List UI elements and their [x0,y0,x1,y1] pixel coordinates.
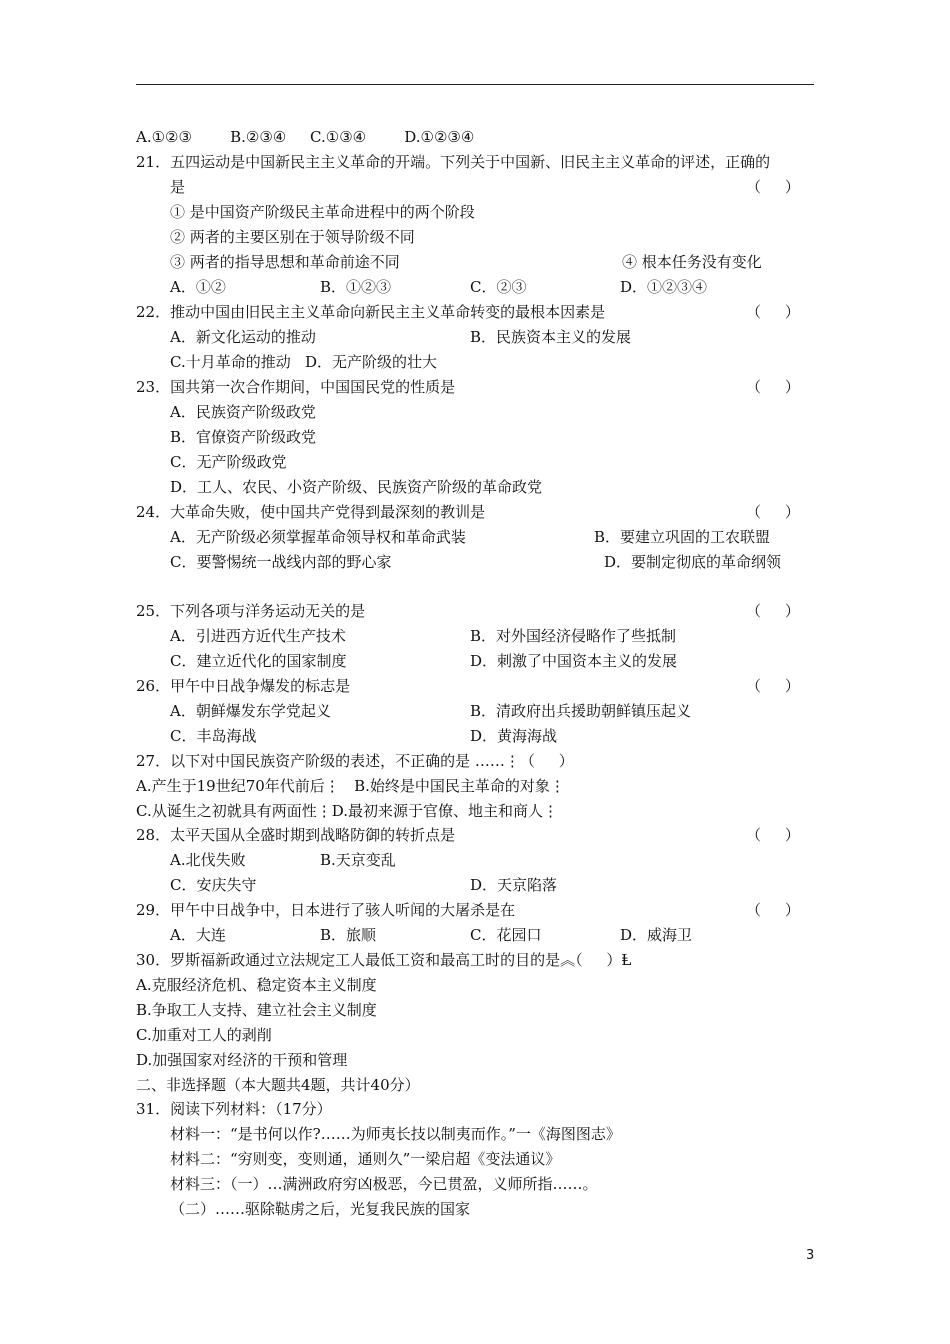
text-line: B．①②③ [320,278,392,296]
text-line: A．引进西方近代生产技术 [170,627,346,645]
text-line: 21．五四运动是中国新民主主义革命的开端。下列关于中国新、旧民主主义革命的评述，正确的 [136,153,771,171]
header-rule [136,84,814,85]
text-line: C．丰岛海战 [170,727,257,745]
text-line: D．刺激了中国资本主义的发展 [470,652,678,670]
answer-paren: （ ） [746,178,800,196]
text-line: C.加重对工人的剥削 [136,1026,272,1044]
text-line: ① 是中国资产阶级民主革命进程中的两个阶段 [170,203,475,221]
answer-paren: （ ） [746,503,800,521]
answer-paren: （ ） [746,826,800,844]
text-line: B．要建立巩固的工农联盟 [594,528,771,546]
text-line: 二、非选择题（本大题共4题，共计40分） [136,1076,420,1094]
text-line: 材料二：“穷则变，变则通，通则久”一梁启超《变法通议》 [170,1150,561,1168]
answer-paren: （ ） [746,602,800,620]
answer-paren: （ ） [746,677,800,695]
text-line: A.产生于19世纪70年代前后⋮ B.始终是中国民主革命的对象⋮ [136,777,565,795]
text-line: 27．以下对中国民族资产阶级的表述，不正确的是 ……⋮（ ） [136,752,574,770]
text-line: 23．国共第一次合作期间，中国国民党的性质是 [136,378,456,396]
text-line: 材料三：（一）…满洲政府穷凶极恶，今已贯盈，义师所指……。 [170,1175,598,1193]
text-line: A．新文化运动的推动 [170,328,316,346]
text-line: B．民族资本主义的发展 [470,328,632,346]
text-line: B．官僚资产阶级政党 [170,428,317,446]
text-line: A．无产阶级必须掌握革命领导权和革命武装 [170,528,466,546]
text-line: B．清政府出兵援助朝鲜镇压起义 [470,702,692,720]
text-line: D.加强国家对经济的干预和管理 [136,1051,348,1069]
text-line: C．要警惕统一战线内部的野心家 [170,553,392,571]
text-line: 材料一：“是书何以作?……为师夷长技以制夷而作。”一《海图图志》 [170,1125,621,1143]
text-line: B．对外国经济侵略作了些抵制 [470,627,677,645]
text-line: C．建立近代化的国家制度 [170,652,347,670]
text-line: ③ 两者的指导思想和革命前途不同 [170,253,400,271]
text-line: A．朝鲜爆发东学党起义 [170,702,331,720]
text-line: 30．罗斯福新政通过立法规定工人最低工资和最高工时的目的是︽（ ）Ⱡ [136,951,632,969]
text-line: B.争取工人支持、建立社会主义制度 [136,1001,377,1019]
text-line: 24．大革命失败，使中国共产党得到最深刻的教训是 [136,503,486,521]
text-line: C．花园口 [470,926,542,944]
text-line: A．①② [170,278,226,296]
text-line: 28．太平天国从全盛时期到战略防御的转折点是 [136,826,456,844]
text-line: A．民族资产阶级政党 [170,403,316,421]
answer-paren: （ ） [746,901,800,919]
text-line: C.十月革命的推动 D．无产阶级的壮大 [170,353,438,371]
text-line: D．工人、农民、小资产阶级、民族资产阶级的革命政党 [170,478,543,496]
text-line: D．黄海海战 [470,727,558,745]
text-line: （二）……驱除鞑虏之后，光复我民族的国家 [170,1200,471,1218]
text-line: A.北伐失败 [170,851,246,869]
text-line: 25．下列各项与洋务运动无关的是 [136,602,366,620]
text-line: A．大连 [170,926,226,944]
text-line: 31．阅读下列材料：（17分） [136,1100,332,1118]
text-line: C.从诞生之初就具有两面性⋮D.最初来源于官僚、地主和商人⋮ [136,802,558,820]
text-line: 26．甲午中日战争爆发的标志是 [136,677,351,695]
page-number: 3 [806,1248,815,1263]
text-line: D．天京陷落 [470,876,558,894]
text-line: ② 两者的主要区别在于领导阶级不同 [170,228,415,246]
text-line: A.克服经济危机、稳定资本主义制度 [136,976,377,994]
answer-paren: （ ） [746,303,800,321]
text-line: C．安庆失守 [170,876,257,894]
text-line: 29．甲午中日战争中，日本进行了骇人听闻的大屠杀是在 [136,901,516,919]
text-line: 22．推动中国由旧民主主义革命向新民主主义革命转变的最根本因素是 [136,303,606,321]
text-line: D．威海卫 [620,926,693,944]
text-line: 是 [170,178,186,196]
text-line: D．①②③④ [620,278,708,296]
text-line: D．要制定彻底的革命纲领 [604,553,782,571]
text-line: B．旅顺 [320,926,377,944]
text-line: A.①②③ B.②③④ C.①③④ D.①②③④ [136,128,475,146]
text-line: B.天京变乱 [320,851,396,869]
text-line: C．无产阶级政党 [170,453,287,471]
text-line: ④ 根本任务没有变化 [622,253,762,271]
answer-paren: （ ） [746,378,800,396]
text-line: C．②③ [470,278,527,296]
